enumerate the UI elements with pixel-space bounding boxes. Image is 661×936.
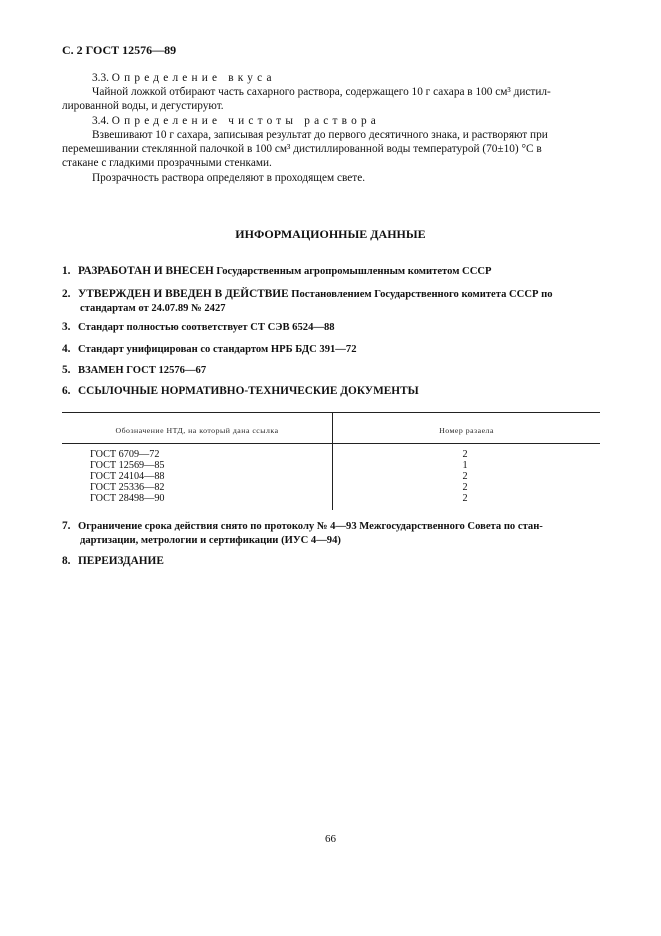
table-cell-ntd: ГОСТ 6709—72 — [90, 449, 160, 460]
section-3-3-line1: Чайной ложкой отбирают часть сахарного раствора, содержащего 10 г сахара в 100 см³ дистил- — [92, 86, 551, 98]
page-header: С. 2 ГОСТ 12576—89 — [62, 43, 177, 57]
item-text: дартизации, метрологии и сертификации (ИУС 4—94) — [80, 535, 341, 546]
item-number: 8. — [62, 555, 71, 567]
item-text: Стандарт унифицирован со стандартом НРБ БДС 391—72 — [78, 344, 357, 355]
section-3-4-line4: Прозрачность раствора определяют в проходящем свете. — [92, 172, 366, 184]
info-item-4 — [62, 342, 602, 357]
info-item-1 — [62, 264, 602, 279]
item-lead: УТВЕРЖДЕН И ВВЕДЕН В ДЕЙСТВИЕ — [78, 288, 289, 300]
table-ntd-column — [90, 449, 330, 504]
table-cell-section: 1 — [462, 460, 468, 471]
item-text: ССЫЛОЧНЫЕ НОРМАТИВНО-ТЕХНИЧЕСКИЕ ДОКУМЕНТЫ — [78, 385, 419, 397]
table-header-section: Номер разaела — [439, 426, 494, 435]
item-text: Стандарт полностью соответствует СТ СЭВ 6524—88 — [78, 322, 335, 333]
item-text: Государственным агропромышленным комитетом СССР — [213, 266, 492, 277]
item-text: стандартам от 24.07.89 № 2427 — [80, 303, 226, 314]
page-number: 66 — [325, 833, 336, 845]
item-number: 3. — [62, 321, 71, 333]
info-item-7-line2 — [80, 533, 620, 548]
info-item-5 — [62, 363, 602, 378]
table-cell-section: 2 — [462, 471, 468, 482]
info-item-7 — [62, 519, 602, 534]
section-3-4-heading — [92, 114, 380, 128]
table-cell-section: 2 — [462, 493, 468, 504]
table-header-rule — [62, 443, 600, 444]
info-item-6 — [62, 384, 602, 398]
item-text: Постановлением Государственного комитета СССР по — [288, 289, 553, 300]
table-section-column — [440, 449, 490, 504]
item-number: 1. — [62, 265, 71, 277]
section-number: 3.4. — [92, 115, 109, 127]
item-number: 7. — [62, 520, 71, 532]
section-3-3-heading — [92, 71, 276, 85]
info-title: ИНФОРМАЦИОННЫЕ ДАННЫЕ — [235, 227, 426, 241]
table-cell-ntd: ГОСТ 25336—82 — [90, 482, 165, 493]
section-number: 3.3. — [92, 72, 109, 84]
info-item-8 — [62, 554, 602, 568]
item-number: 4. — [62, 343, 71, 355]
item-lead: РАЗРАБОТАН И ВНЕСЕН — [78, 265, 214, 277]
info-item-2 — [62, 287, 602, 302]
section-title: Определение чистоты раствора — [111, 115, 381, 127]
section-3-4-line1: Взвешивают 10 г сахара, записывая результат до первого десятичного знака, и растворяют при — [92, 129, 548, 141]
info-item-2-line2 — [80, 301, 620, 316]
section-title: Определение вкуса — [111, 72, 276, 84]
info-item-3 — [62, 320, 602, 335]
item-number: 2. — [62, 288, 71, 300]
section-3-4-line3: стакане с гладкими прозрачными стенками. — [62, 157, 272, 169]
table-header-ntd: Обозначение НТД, на который дана ссылка — [115, 426, 279, 435]
item-text: Ограничение срока действия снято по протоколу № 4—93 Межгосударственного Совета по стан- — [78, 521, 543, 532]
item-number: 5. — [62, 364, 71, 376]
section-3-3-line2: лированной воды, и дегустируют. — [62, 100, 224, 112]
table-cell-section: 2 — [462, 449, 468, 460]
table-top-rule — [62, 412, 600, 413]
section-3-4-line2: перемешивании стеклянной палочкой в 100 см³ дистиллированной воды температурой (70±10) °С в — [62, 143, 542, 155]
table-cell-section: 2 — [462, 482, 468, 493]
item-text: ВЗАМЕН ГОСТ 12576—67 — [78, 365, 207, 376]
table-cell-ntd: ГОСТ 24104—88 — [90, 471, 165, 482]
table-cell-ntd: ГОСТ 12569—85 — [90, 460, 165, 471]
item-text: ПЕРЕИЗДАНИЕ — [78, 555, 164, 567]
item-number: 6. — [62, 385, 71, 397]
table-cell-ntd: ГОСТ 28498—90 — [90, 493, 165, 504]
